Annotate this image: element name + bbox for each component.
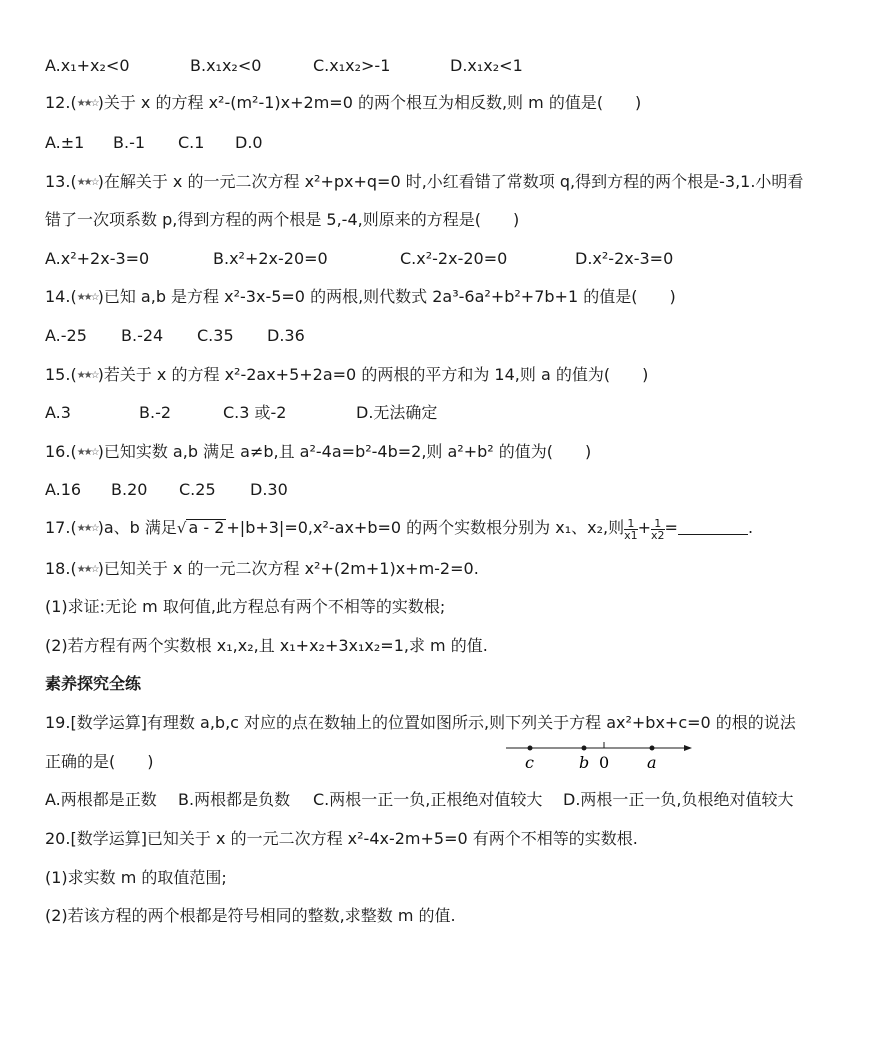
q19-stem-line1: 19.[数学运算]有理数 a,b,c 对应的点在数轴上的位置如图所示,则下列关于方程 ax²+bx+c=0 的根的说法 [45,713,796,732]
q15-option-b: B.-2 [139,403,172,422]
q11-option-c: C.x₁x₂>-1 [313,56,391,75]
sqrt-sign: √ [176,519,187,537]
q20-stem: 20.[数学运算]已知关于 x 的一元二次方程 x²-4x-2m+5=0 有两个不相等的实数根. [45,829,638,848]
q16-option-c: C.25 [179,480,216,499]
answer-blank[interactable] [678,520,748,535]
fraction-1-over-x1: $\frac{1}{x1}$ [624,517,638,542]
q13-option-d: D.x²-2x-3=0 [575,249,674,268]
difficulty-stars-icon: ★★☆ [76,370,98,381]
q13-stem-line1: 13.(★★☆)在解关于 x 的一元二次方程 x²+px+q=0 时,小红看错了常数项 q,得到方程的两个根是-3,1.小明看 [45,171,803,194]
label-b: b [579,753,590,771]
q16-option-d: D.30 [250,480,288,499]
difficulty-stars-icon: ★★☆ [76,523,98,534]
q14-option-c: C.35 [197,326,234,345]
q16-stem: 16.(★★☆)已知实数 a,b 满足 a≠b,且 a²-4a=b²-4b=2,则 a²+b² 的值为( ) [45,441,591,464]
difficulty-stars-icon: ★★☆ [76,292,98,303]
q14-option-b: B.-24 [121,326,164,345]
q12-option-b: B.-1 [113,133,146,152]
q17-stem: 17.(★★☆)a、b 满足√ a - 2 +|b+3|=0,x²-ax+b=0 的两个实数根分别为 x₁、x₂,则 $\frac{1}{x1}$ + $\frac{1}{x2}$ = . [45,517,754,542]
q12-option-a: A.±1 [45,133,85,152]
q13-option-a: A.x²+2x-3=0 [45,249,150,268]
difficulty-stars-icon: ★★☆ [76,98,98,109]
q12-option-c: C.1 [178,133,205,152]
q13-option-c: C.x²-2x-20=0 [400,249,508,268]
point-c [528,746,533,751]
arrow-right-icon [684,745,692,751]
fraction-1-over-x2: $\frac{1}{x2}$ [651,517,665,542]
q16-option-a: A.16 [45,480,82,499]
q14-option-d: D.36 [267,326,305,345]
q20-part1: (1)求实数 m 的取值范围; [45,868,227,887]
q15-option-d: D.无法确定 [356,403,438,422]
sqrt-radicand: a - 2 [188,518,225,537]
q12-stem: 12.(★★☆)关于 x 的方程 x²-(m²-1)x+2m=0 的两个根互为相反数,则 m 的值是( ) [45,92,641,115]
q19-stem-line2: 正确的是( ) [45,752,154,771]
q19-option-c: C.两根一正一负,正根绝对值较大 [313,790,543,809]
label-c: c [525,753,534,771]
q13-option-b: B.x²+2x-20=0 [213,249,328,268]
q14-option-a: A.-25 [45,326,87,345]
q11-option-b: B.x₁x₂<0 [190,56,262,75]
q19-option-d: D.两根一正一负,负根绝对值较大 [563,790,794,809]
q19-option-b: B.两根都是负数 [178,790,291,809]
q12-option-d: D.0 [235,133,263,152]
q18-part2: (2)若方程有两个实数根 x₁,x₂,且 x₁+x₂+3x₁x₂=1,求 m 的值. [45,636,488,655]
q19-option-a: A.两根都是正数 [45,790,157,809]
q18-part1: (1)求证:无论 m 取何值,此方程总有两个不相等的实数根; [45,597,446,616]
section-title: 素养探究全练 [45,674,142,693]
number-line-figure [500,735,700,771]
q15-stem: 15.(★★☆)若关于 x 的方程 x²-2ax+5+2a=0 的两根的平方和为 14,则 a 的值为( ) [45,364,648,387]
label-zero: 0 [599,753,610,771]
difficulty-stars-icon: ★★☆ [76,564,98,575]
q15-option-c: C.3 或-2 [223,403,287,422]
label-a: a [647,753,657,771]
point-b [582,746,587,751]
difficulty-stars-icon: ★★☆ [76,177,98,188]
q15-option-a: A.3 [45,403,71,422]
difficulty-stars-icon: ★★☆ [76,447,98,458]
point-a [650,746,655,751]
q11-option-d: D.x₁x₂<1 [450,56,523,75]
q14-stem: 14.(★★☆)已知 a,b 是方程 x²-3x-5=0 的两根,则代数式 2a³-6a²+b²+7b+1 的值是( ) [45,286,676,309]
q13-stem-line2: 错了一次项系数 p,得到方程的两个根是 5,-4,则原来的方程是( ) [45,210,520,229]
q11-option-a: A.x₁+x₂<0 [45,56,130,75]
q16-option-b: B.20 [111,480,148,499]
q20-part2: (2)若该方程的两个根都是符号相同的整数,求整数 m 的值. [45,906,456,925]
q18-stem: 18.(★★☆)已知关于 x 的一元二次方程 x²+(2m+1)x+m-2=0. [45,558,479,581]
